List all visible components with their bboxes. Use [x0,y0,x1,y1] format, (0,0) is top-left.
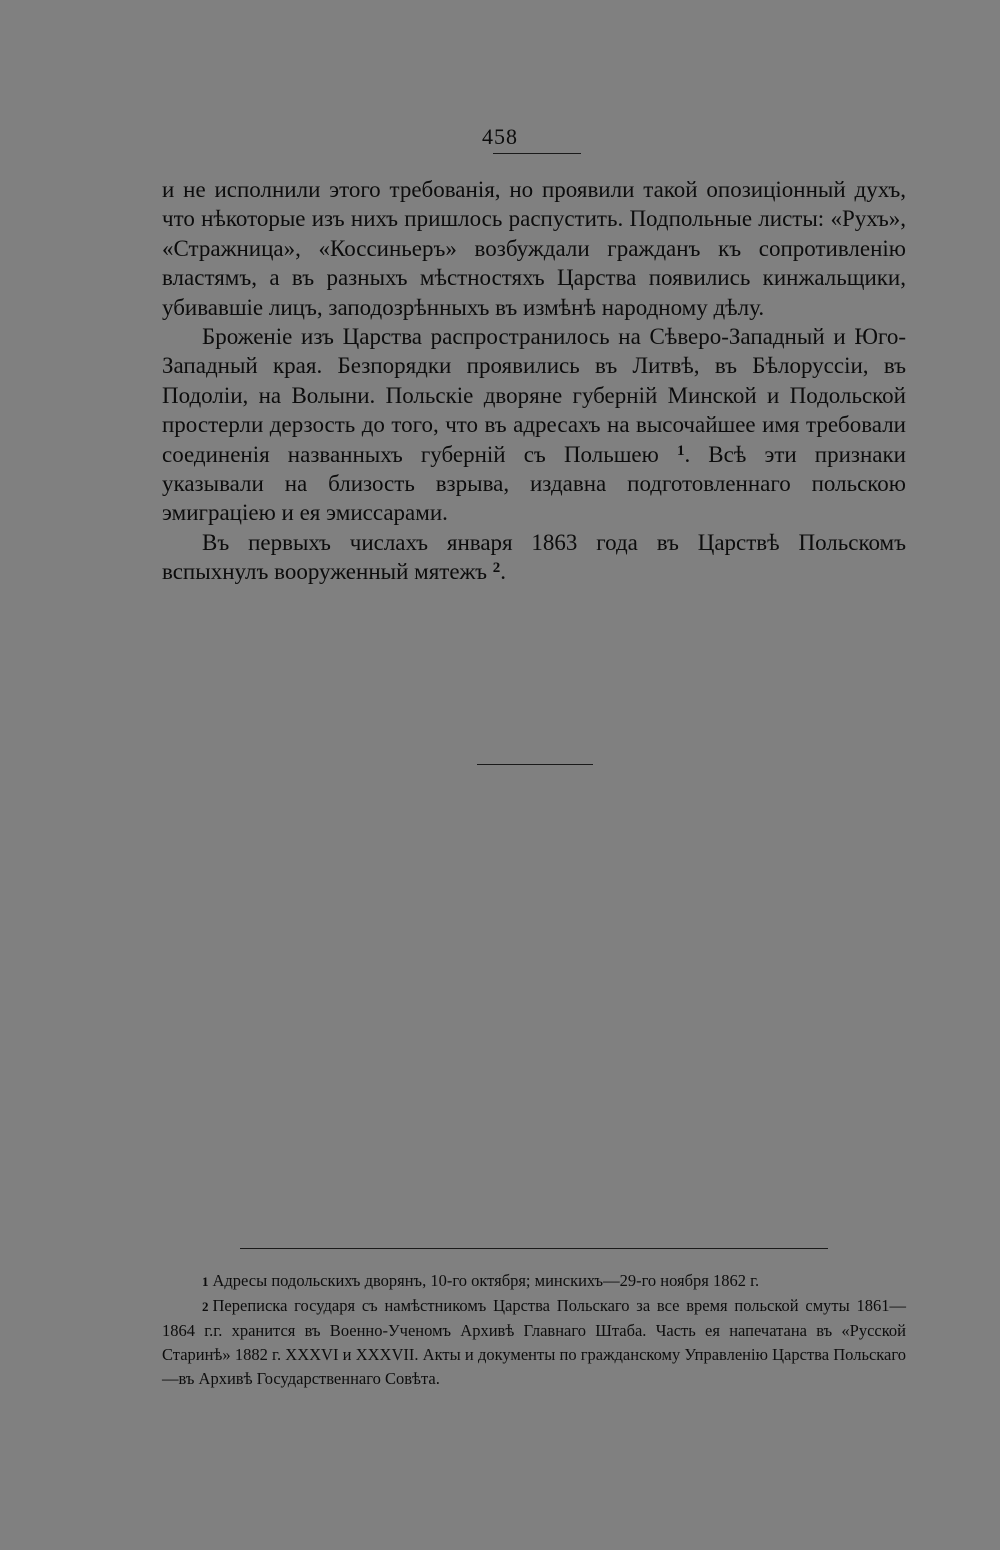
paragraph-1 [162,175,906,322]
footnote-2-mark: 2 [202,1299,209,1314]
section-end-rule [477,764,593,765]
footnote-1-text: Адресы подольскихъ дворянъ, 10-го октября; минскихъ—29-го ноября 1862 г. [212,1271,760,1290]
paragraph-2-text-b: . Всѣ эти признаки указывали на близость взрыва, издавна подготовленнаго польскою эмиграціею и ея эмиссарами. [162,441,906,526]
paragraph-2 [162,322,906,528]
main-text [162,175,906,587]
footnote-1-mark: 1 [202,1274,209,1289]
footnote-1 [162,1269,906,1294]
footnote-ref-1[interactable]: 1 [676,442,685,459]
footnotes [162,1269,906,1391]
page-number: 458 [482,124,518,149]
footnote-2-text: Переписка государя съ намѣстникомъ Царства Польскаго за все время польской смуты 1861—1864 г.г. хранится въ Военно-Ученомъ Архивѣ Главнаго Штаба. Часть ея напечатана въ «Русской Старинѣ» 1882 г. XXXVI и XXXVII. Акты и документы по гражданскому Управленію Царства Польскаго—въ Архивѣ Государственнаго Совѣта. [162,1296,906,1388]
paragraph-3 [162,528,906,587]
footnote-ref-2[interactable]: 2 [492,560,501,577]
footnote-separator [240,1248,828,1249]
paragraph-3-text-a: Въ первыхъ числахъ января 1863 года въ Царствѣ Польскомъ вспыхнулъ вооруженный мятежъ [162,529,906,585]
paragraph-1-text: и не исполнили этого требованія, но проявили такой опозиціонный духъ, что нѣкоторые изъ нихъ пришлось распустить. Подпольные листы: «Рухъ», «Стражница», «Коссиньеръ» возбуждали гражданъ къ сопротивленію властямъ, а въ разныхъ мѣстностяхъ Царства появились кинжальщики, убивавшіе лицъ, заподозрѣнныхъ въ измѣнѣ народному дѣлу. [162,177,906,320]
page-number-rule [493,153,581,154]
footnote-2 [162,1294,906,1391]
paragraph-2-text-a: Броженіе изъ Царства распространилось на Сѣверо-Западный и Юго-Западный края. Безпорядки проявились въ Литвѣ, въ Бѣлоруссіи, въ Подоліи, на Волыни. Польскіе дворяне губерній Минской и Подольской простерли дерзость до того, что въ адресахъ на высочайшее имя требовали соединенія названныхъ губерній съ Польшею [162,324,906,467]
paragraph-3-text-b: . [500,559,507,585]
